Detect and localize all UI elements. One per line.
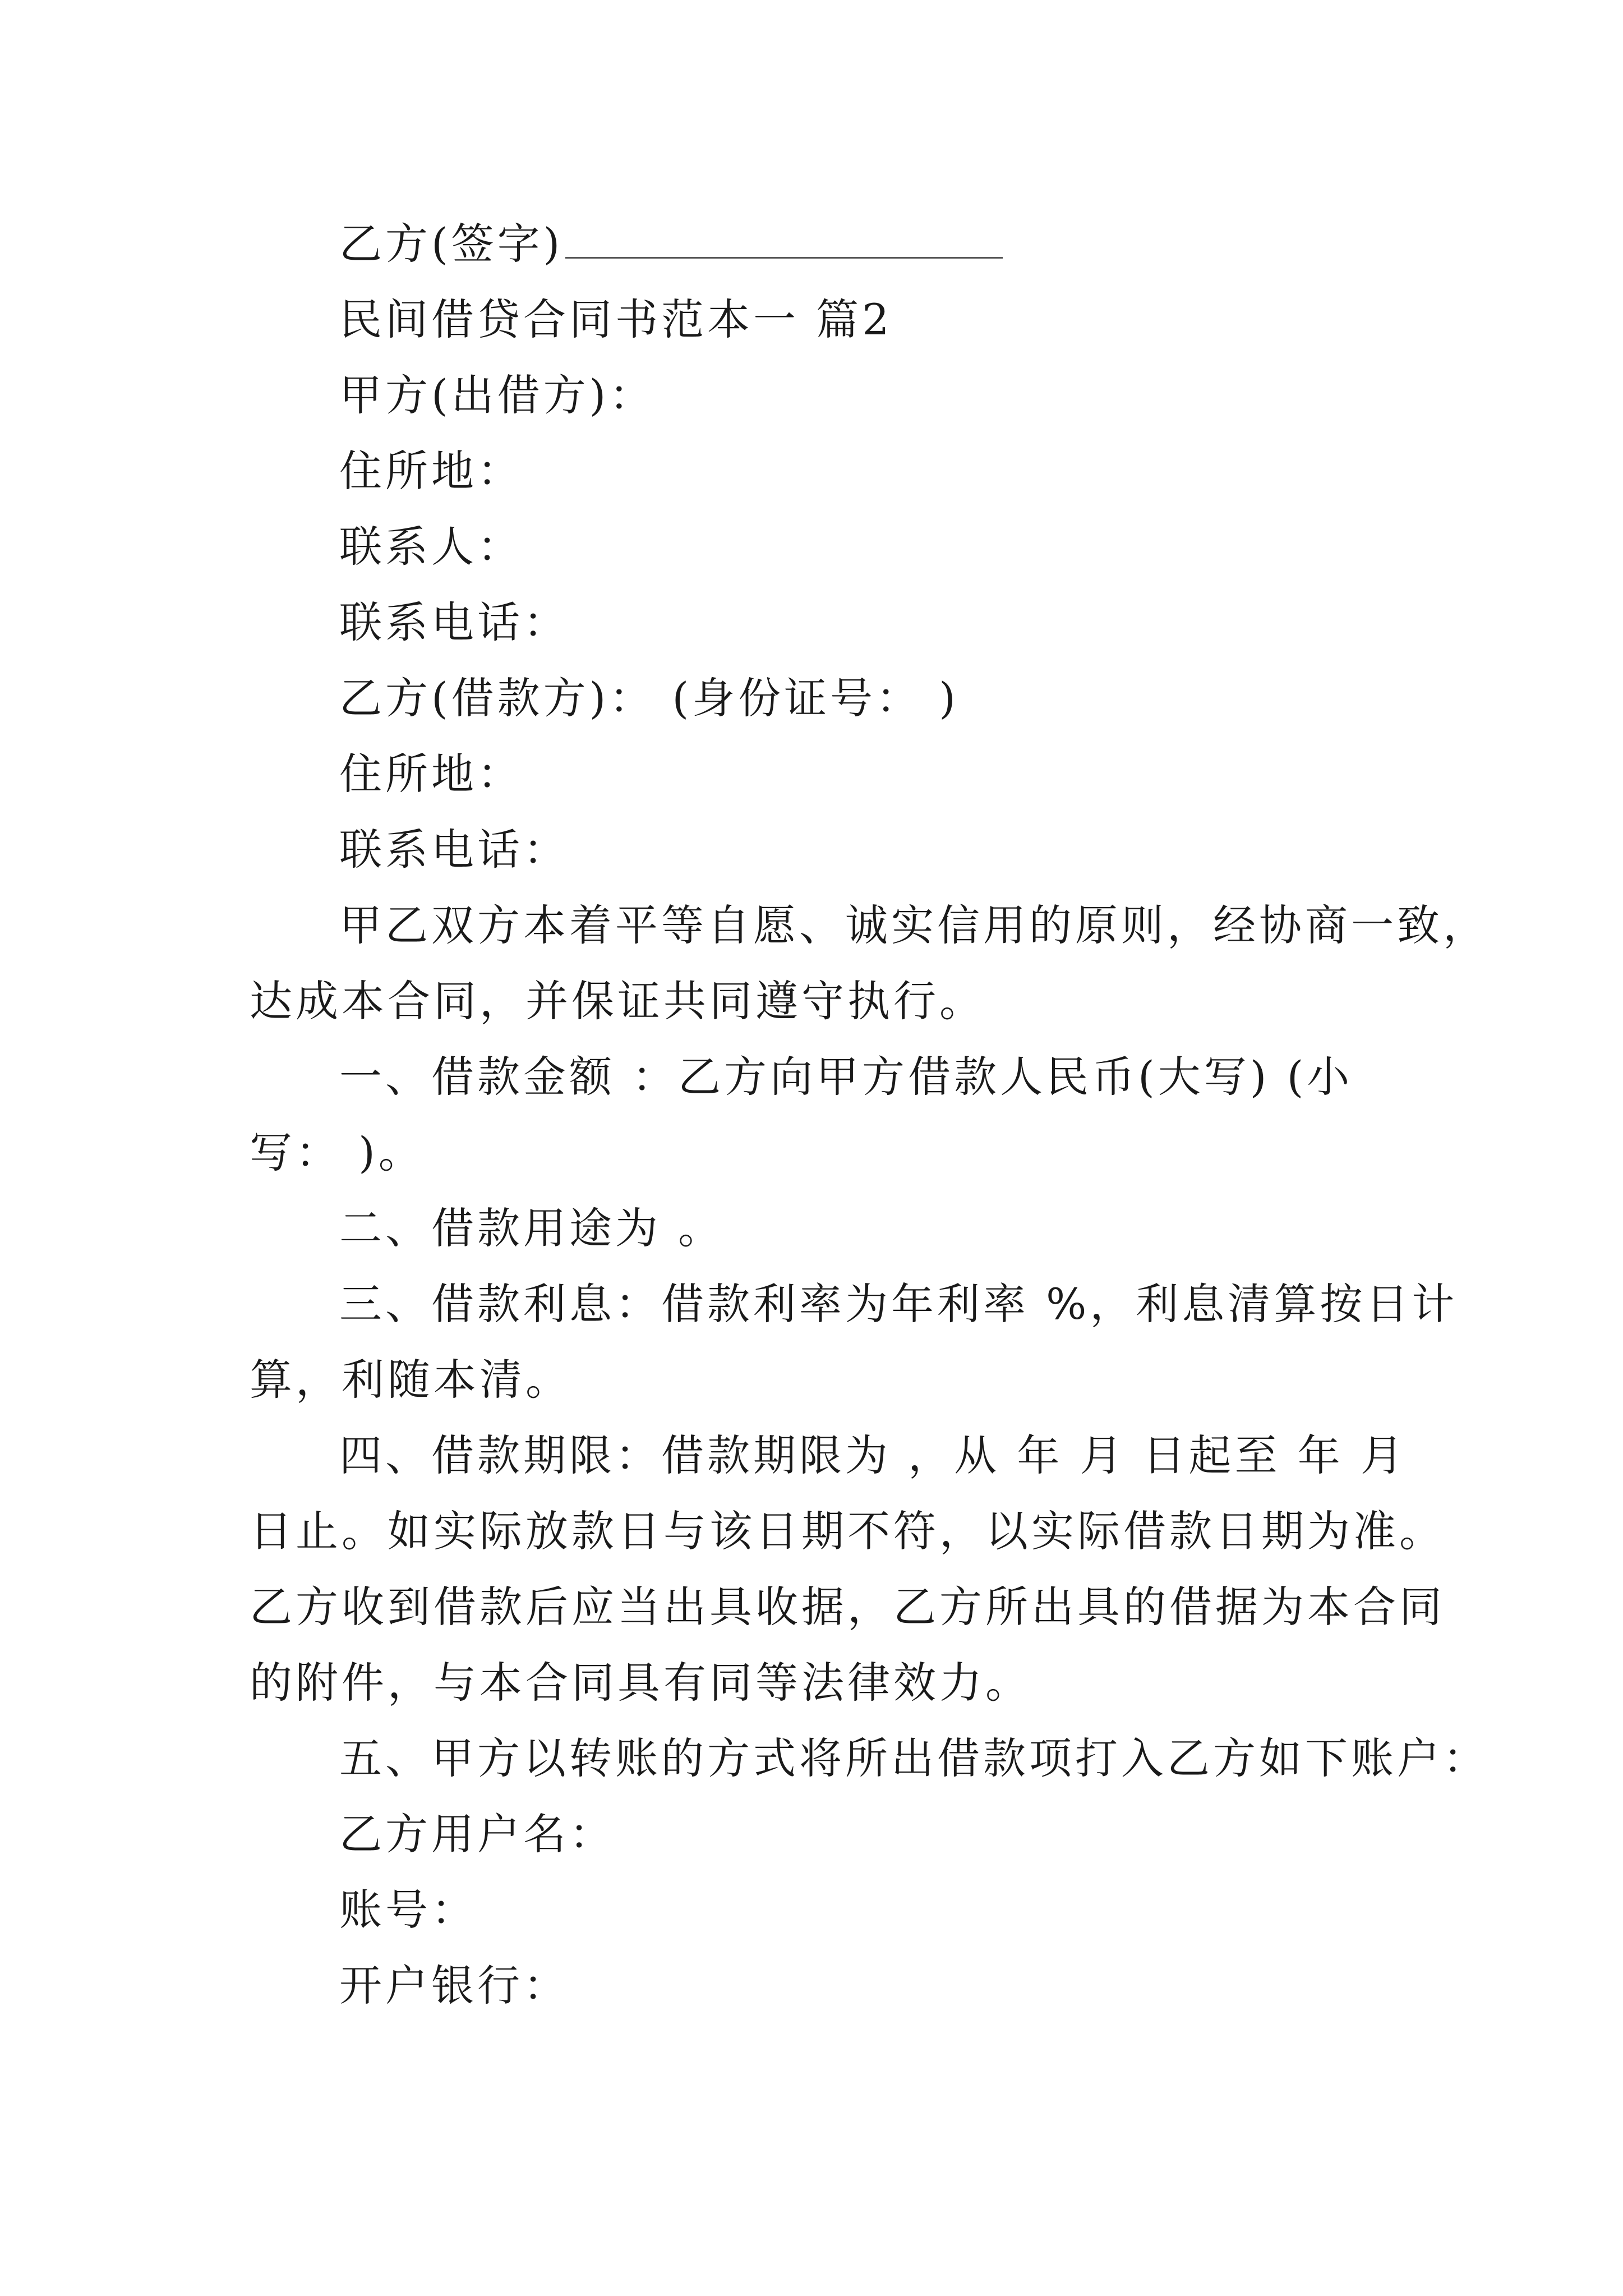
clause-3-line-1: 三、借款利息：借款利率为年利率 %，利息清算按日计 [339,1279,1458,1329]
signature-blank [565,252,1003,259]
clause-2: 二、借款用途为 。 [339,1203,725,1253]
section-title: 民间借贷合同书范本一 篇2 [339,295,893,344]
preamble-line-1: 甲乙双方本着平等自愿、诚实信用的原则，经协商一致， [339,900,1489,950]
party-b-label: 乙方(借款方)： (身份证号： ) [339,673,959,723]
clause-4-line-3: 乙方收到借款后应当出具收据，乙方所出具的借据为本合同 [250,1582,1445,1632]
signature-label: 乙方(签字) [339,219,564,269]
party-b-phone: 联系电话： [339,825,569,875]
account-number: 账号： [339,1885,477,1935]
clause-1-line-1: 一、借款金额 ：乙方向甲方借款人民币(大写) (小 [339,1052,1353,1102]
preamble-line-2: 达成本合同，并保证共同遵守执行。 [250,976,985,1026]
clause-1-line-2: 写： )。 [250,1128,425,1177]
party-a-phone: 联系电话： [339,597,569,647]
bank-name: 开户银行： [339,1961,569,2010]
clause-5: 五、甲方以转账的方式将所出借款项打入乙方如下账户： [339,1733,1489,1783]
party-a-label: 甲方(出借方)： [339,370,656,420]
account-name: 乙方用户名： [339,1809,615,1859]
clause-3-line-2: 算，利随本清。 [250,1355,571,1405]
clause-4-line-4: 的附件，与本合同具有同等法律效力。 [250,1658,1031,1708]
clause-4-line-1: 四、借款期限：借款期限为 ，从 年 月 日起至 年 月 [339,1430,1407,1480]
party-a-address: 住所地： [339,446,523,496]
party-b-address: 住所地： [339,749,523,799]
clause-4-line-2: 日止。如实际放款日与该日期不符，以实际借款日期为准。 [250,1506,1445,1556]
party-a-contact: 联系人： [339,522,523,572]
signature-line-party-b [339,216,1003,272]
